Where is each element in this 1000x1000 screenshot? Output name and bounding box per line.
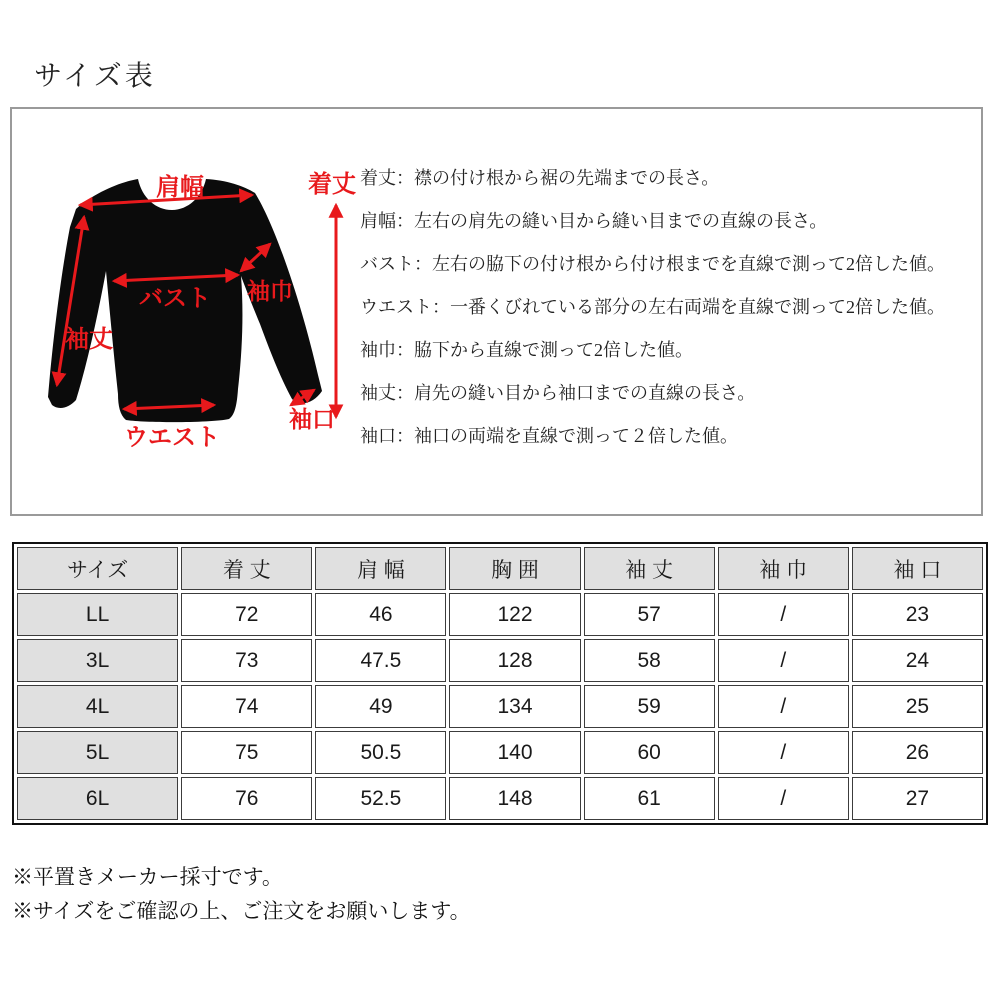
table-row — [17, 593, 983, 636]
value-cell: 61 — [584, 777, 715, 820]
bust-label: バスト — [139, 286, 211, 312]
size-cell: 6L — [17, 777, 178, 820]
body-length-label: 着丈 — [308, 172, 356, 198]
value-cell: / — [718, 777, 849, 820]
value-cell: 57 — [584, 593, 715, 636]
value-cell: / — [718, 685, 849, 728]
value-cell: 47.5 — [315, 639, 446, 682]
header-cell-sleeve-length: 袖 丈 — [584, 547, 715, 590]
desc-sleeve-length: 袖丈：肩先の縫い目から袖口までの直線の長さ。 — [360, 383, 756, 403]
waist-label: ウエスト — [124, 425, 220, 451]
table-row — [17, 731, 983, 774]
shoulder-width-label: 肩幅 — [156, 175, 204, 201]
header-cell-cuff: 袖 口 — [852, 547, 983, 590]
value-cell: 26 — [852, 731, 983, 774]
value-cell: 58 — [584, 639, 715, 682]
page-title: サイズ表 — [34, 61, 156, 92]
value-cell: 23 — [852, 593, 983, 636]
table-row — [17, 685, 983, 728]
value-cell: 24 — [852, 639, 983, 682]
value-cell: 49 — [315, 685, 446, 728]
desc-shoulder-width: 肩幅：左右の肩先の縫い目から縫い目までの直線の長さ。 — [360, 211, 828, 231]
sweater-measurement-diagram — [14, 109, 374, 511]
value-cell: 27 — [852, 777, 983, 820]
value-cell: 134 — [449, 685, 580, 728]
size-table — [12, 542, 988, 825]
value-cell: / — [718, 593, 849, 636]
header-cell-size: サイズ — [17, 547, 178, 590]
value-cell: 72 — [181, 593, 312, 636]
header-cell-chest: 胸 囲 — [449, 547, 580, 590]
value-cell: 140 — [449, 731, 580, 774]
note-confirm-size: ※サイズをご確認の上、ご注文をお願いします。 — [12, 900, 471, 923]
footer-notes — [12, 866, 471, 934]
sleeve-width-label: 袖巾 — [247, 279, 293, 304]
header-cell-body-length: 着 丈 — [181, 547, 312, 590]
value-cell: / — [718, 731, 849, 774]
header-cell-sleeve-width: 袖 巾 — [718, 547, 849, 590]
desc-sleeve-width: 袖巾：脇下から直線で測って2倍した値。 — [360, 340, 693, 360]
desc-bust: バスト：左右の脇下の付け根から付け根までを直線で測って2倍した値。 — [360, 254, 945, 274]
desc-cuff: 袖口：袖口の両端を直線で測って２倍した値。 — [360, 426, 738, 446]
value-cell: 46 — [315, 593, 446, 636]
sleeve-length-label: 袖丈 — [65, 327, 113, 353]
diagram-panel — [10, 107, 983, 516]
value-cell: 75 — [181, 731, 312, 774]
value-cell: 50.5 — [315, 731, 446, 774]
value-cell: 122 — [449, 593, 580, 636]
value-cell: 74 — [181, 685, 312, 728]
note-measuring-method: ※平置きメーカー採寸です。 — [12, 866, 283, 889]
table-row — [17, 639, 983, 682]
table-header-row — [17, 547, 983, 590]
measurement-descriptions — [360, 169, 960, 470]
size-cell: 4L — [17, 685, 178, 728]
desc-waist: ウエスト：一番くびれている部分の左右両端を直線で測って2倍した値。 — [360, 297, 945, 317]
desc-body-length: 着丈：襟の付け根から裾の先端までの長さ。 — [360, 168, 720, 188]
value-cell: 128 — [449, 639, 580, 682]
value-cell: 73 — [181, 639, 312, 682]
size-cell: 3L — [17, 639, 178, 682]
header-cell-shoulder-width: 肩 幅 — [315, 547, 446, 590]
cuff-label: 袖口 — [289, 407, 335, 432]
value-cell: / — [718, 639, 849, 682]
value-cell: 52.5 — [315, 777, 446, 820]
value-cell: 25 — [852, 685, 983, 728]
value-cell: 76 — [181, 777, 312, 820]
value-cell: 148 — [449, 777, 580, 820]
value-cell: 60 — [584, 731, 715, 774]
size-cell: 5L — [17, 731, 178, 774]
value-cell: 59 — [584, 685, 715, 728]
table-row — [17, 777, 983, 820]
size-cell: LL — [17, 593, 178, 636]
